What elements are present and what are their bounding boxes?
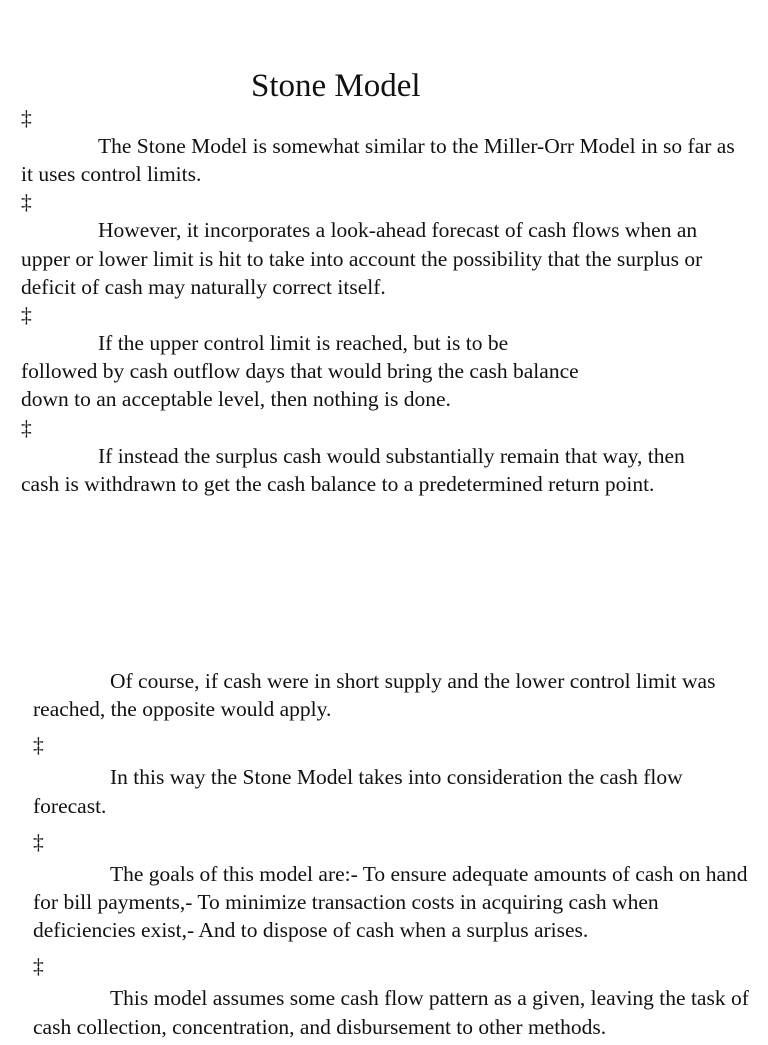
paragraph: If the upper control limit is reached, but is to be followed by cash outflow days that would bring the cash balance down to an acceptable level, then nothing is done. (21, 331, 579, 412)
bullet-marker: ‡ (33, 733, 44, 758)
paragraph: If instead the surplus cash would substantially remain that way, then cash is withdrawn to get the cash balance to a predetermined return point. (21, 443, 685, 496)
paragraph: However, it incorporates a look-ahead forecast of cash flows when an upper or lower limit is hit to take into account the possibility that the surplus or deficit of cash may naturally correct itself. (21, 218, 703, 299)
bullet-marker: ‡ (33, 954, 44, 979)
paragraph: This model assumes some cash flow pattern as a given, leaving the task of cash collection, concentration, and disbursement to other methods. (33, 986, 749, 1039)
bullet-marker: ‡ (21, 190, 32, 215)
section-two (33, 667, 755, 1045)
paragraph: Of course, if cash were in short supply and the lower control limit was reached, the opposite would apply. (33, 669, 716, 722)
bullet-marker: ‡ (21, 415, 32, 440)
bullet-marker: ‡ (21, 106, 32, 130)
bullet-marker: ‡ (33, 829, 44, 854)
paragraph: The Stone Model is somewhat similar to the Miller-Orr Model in so far as it uses control limits. (21, 134, 735, 187)
section-one (21, 104, 751, 498)
paragraph: The goals of this model are:- To ensure adequate amounts of cash on hand for bill payments,- To minimize transaction costs in acquiring cash when deficiencies exist,- And to dispose of cash when a surplus arises. (33, 861, 748, 943)
slide-title: Stone Model (251, 68, 421, 104)
paragraph: In this way the Stone Model takes into consideration the cash flow forecast. (33, 765, 683, 818)
bullet-marker: ‡ (21, 303, 32, 328)
